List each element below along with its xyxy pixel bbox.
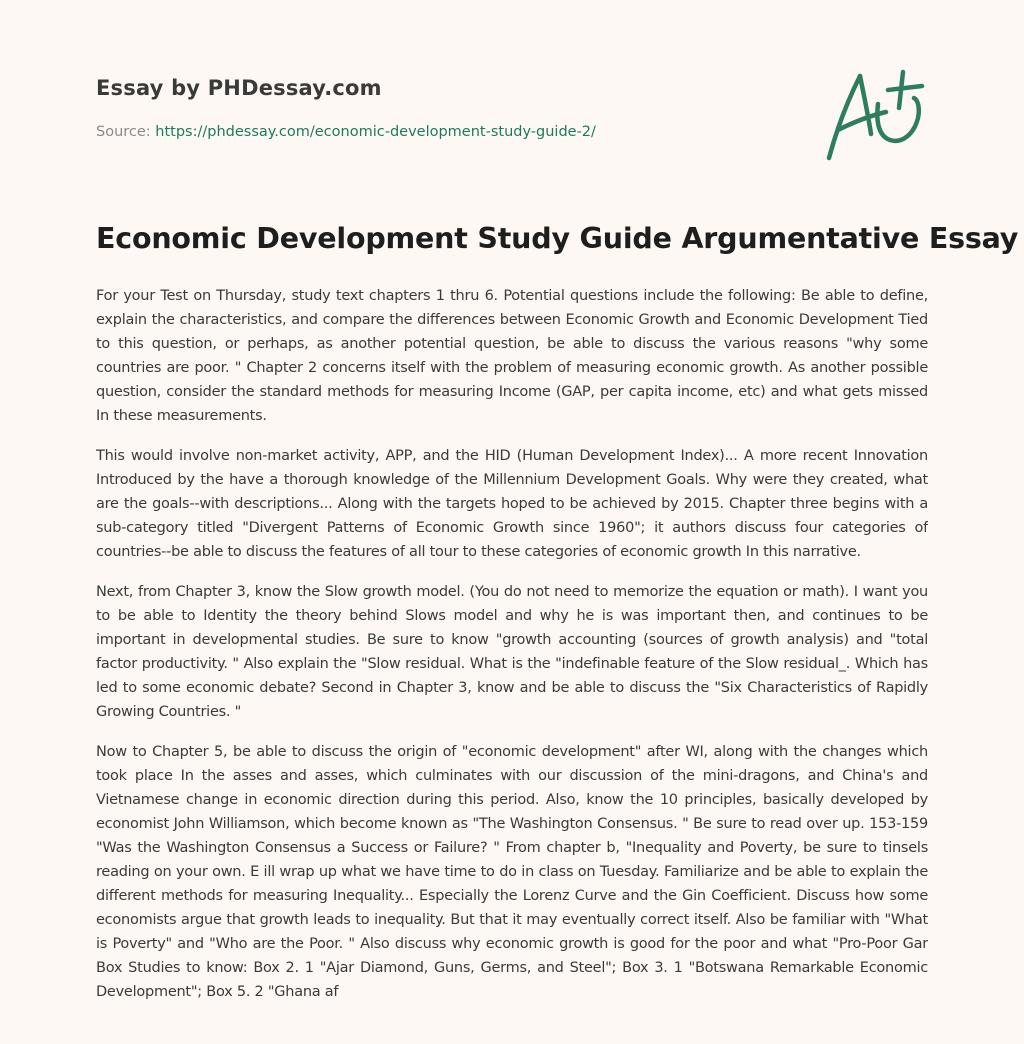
paragraph: This would involve non-market activity, APP, and the HID (Human Development Index)... A more recent Innovation Introduced by the have a thorough knowledge of the Millennium Development Goals. Why were they created, what are the goals--with descriptions... Along with the targets hoped to be achieved by 2015. Chapter three begins with a sub-category titled "Divergent Patterns of Economic Growth since 1960"; it authors discuss four categories of countries--be able to discuss the features of all tour to these categories of economic growth In this narrative. [96, 448, 928, 560]
source-label: Source: [96, 124, 156, 140]
source-link[interactable]: https://phdessay.com/economic-development-study-guide-2/ [155, 124, 596, 140]
paragraph: Now to Chapter 5, be able to discuss the origin of "economic development" after WI, along with the changes which took place In the asses and asses, which culminates with our discussion of the mini-dragons, and China's and Vietnamese change in economic direction during this period. Also, know the 10 principles, basically developed by economist John Williamson, which become known as "The Washington Consensus. " Be sure to read over up. 153-159 "Was the Washington Consensus a Success or Failure? " From chapter b, "Inequality and Poverty, be sure to tinsels reading on your own. E ill wrap up what we have time to do in class on Tuesday. Familiarize and be able to explain the different methods for measuring Inequality... Especially the Lorenz Curve and the Gin Coefficient. Discuss how some economists argue that growth leads to inequality. But that it may eventually correct itself. Also be familiar with "What is Poverty" and "Who are the Poor. " Also discuss why economic growth is good for the poor and what "Pro-Poor Gar Box Studies to know: Box 2. 1 "Ajar Diamond, Guns, Germs, and Steel"; Box 3. 1 "Botswana Remarkable Economic Development"; Box 5. 2 "Ghana af [96, 744, 928, 1000]
source-line [96, 124, 796, 140]
header [96, 76, 796, 140]
site-title: Essay by PHDessay.com [96, 76, 382, 100]
paragraph: For your Test on Thursday, study text chapters 1 thru 6. Potential questions include the following: Be able to define, explain the characteristics, and compare the differences between Economic Growth and Economic Development Tied to this question, or perhaps, as another potential question, be able to discuss the various reasons "why some countries are poor. " Chapter 2 concerns itself with the problem of measuring economic growth. As another possible question, consider the standard methods for measuring Income (GAP, per capita income, etc) and what gets missed In these measurements. [96, 288, 928, 424]
document-title: Economic Development Study Guide Argumentative Essay [96, 222, 1019, 255]
essay-body [96, 284, 928, 1044]
paragraph: Next, from Chapter 3, know the Slow growth model. (You do not need to memorize the equation or math). I want you to be able to Identity the theory behind Slows model and why he is was important then, and continues to be important in developmental studies. Be sure to know "growth accounting (sources of growth analysis) and "total factor productivity. " Also explain the "Slow residual. What is the "indefinable feature of the Slow residual_. Which has led to some economic debate? Second in Chapter 3, know and be able to discuss the "Six Characteristics of Rapidly Growing Countries. " [96, 584, 928, 720]
a-plus-logo-icon [822, 68, 930, 164]
